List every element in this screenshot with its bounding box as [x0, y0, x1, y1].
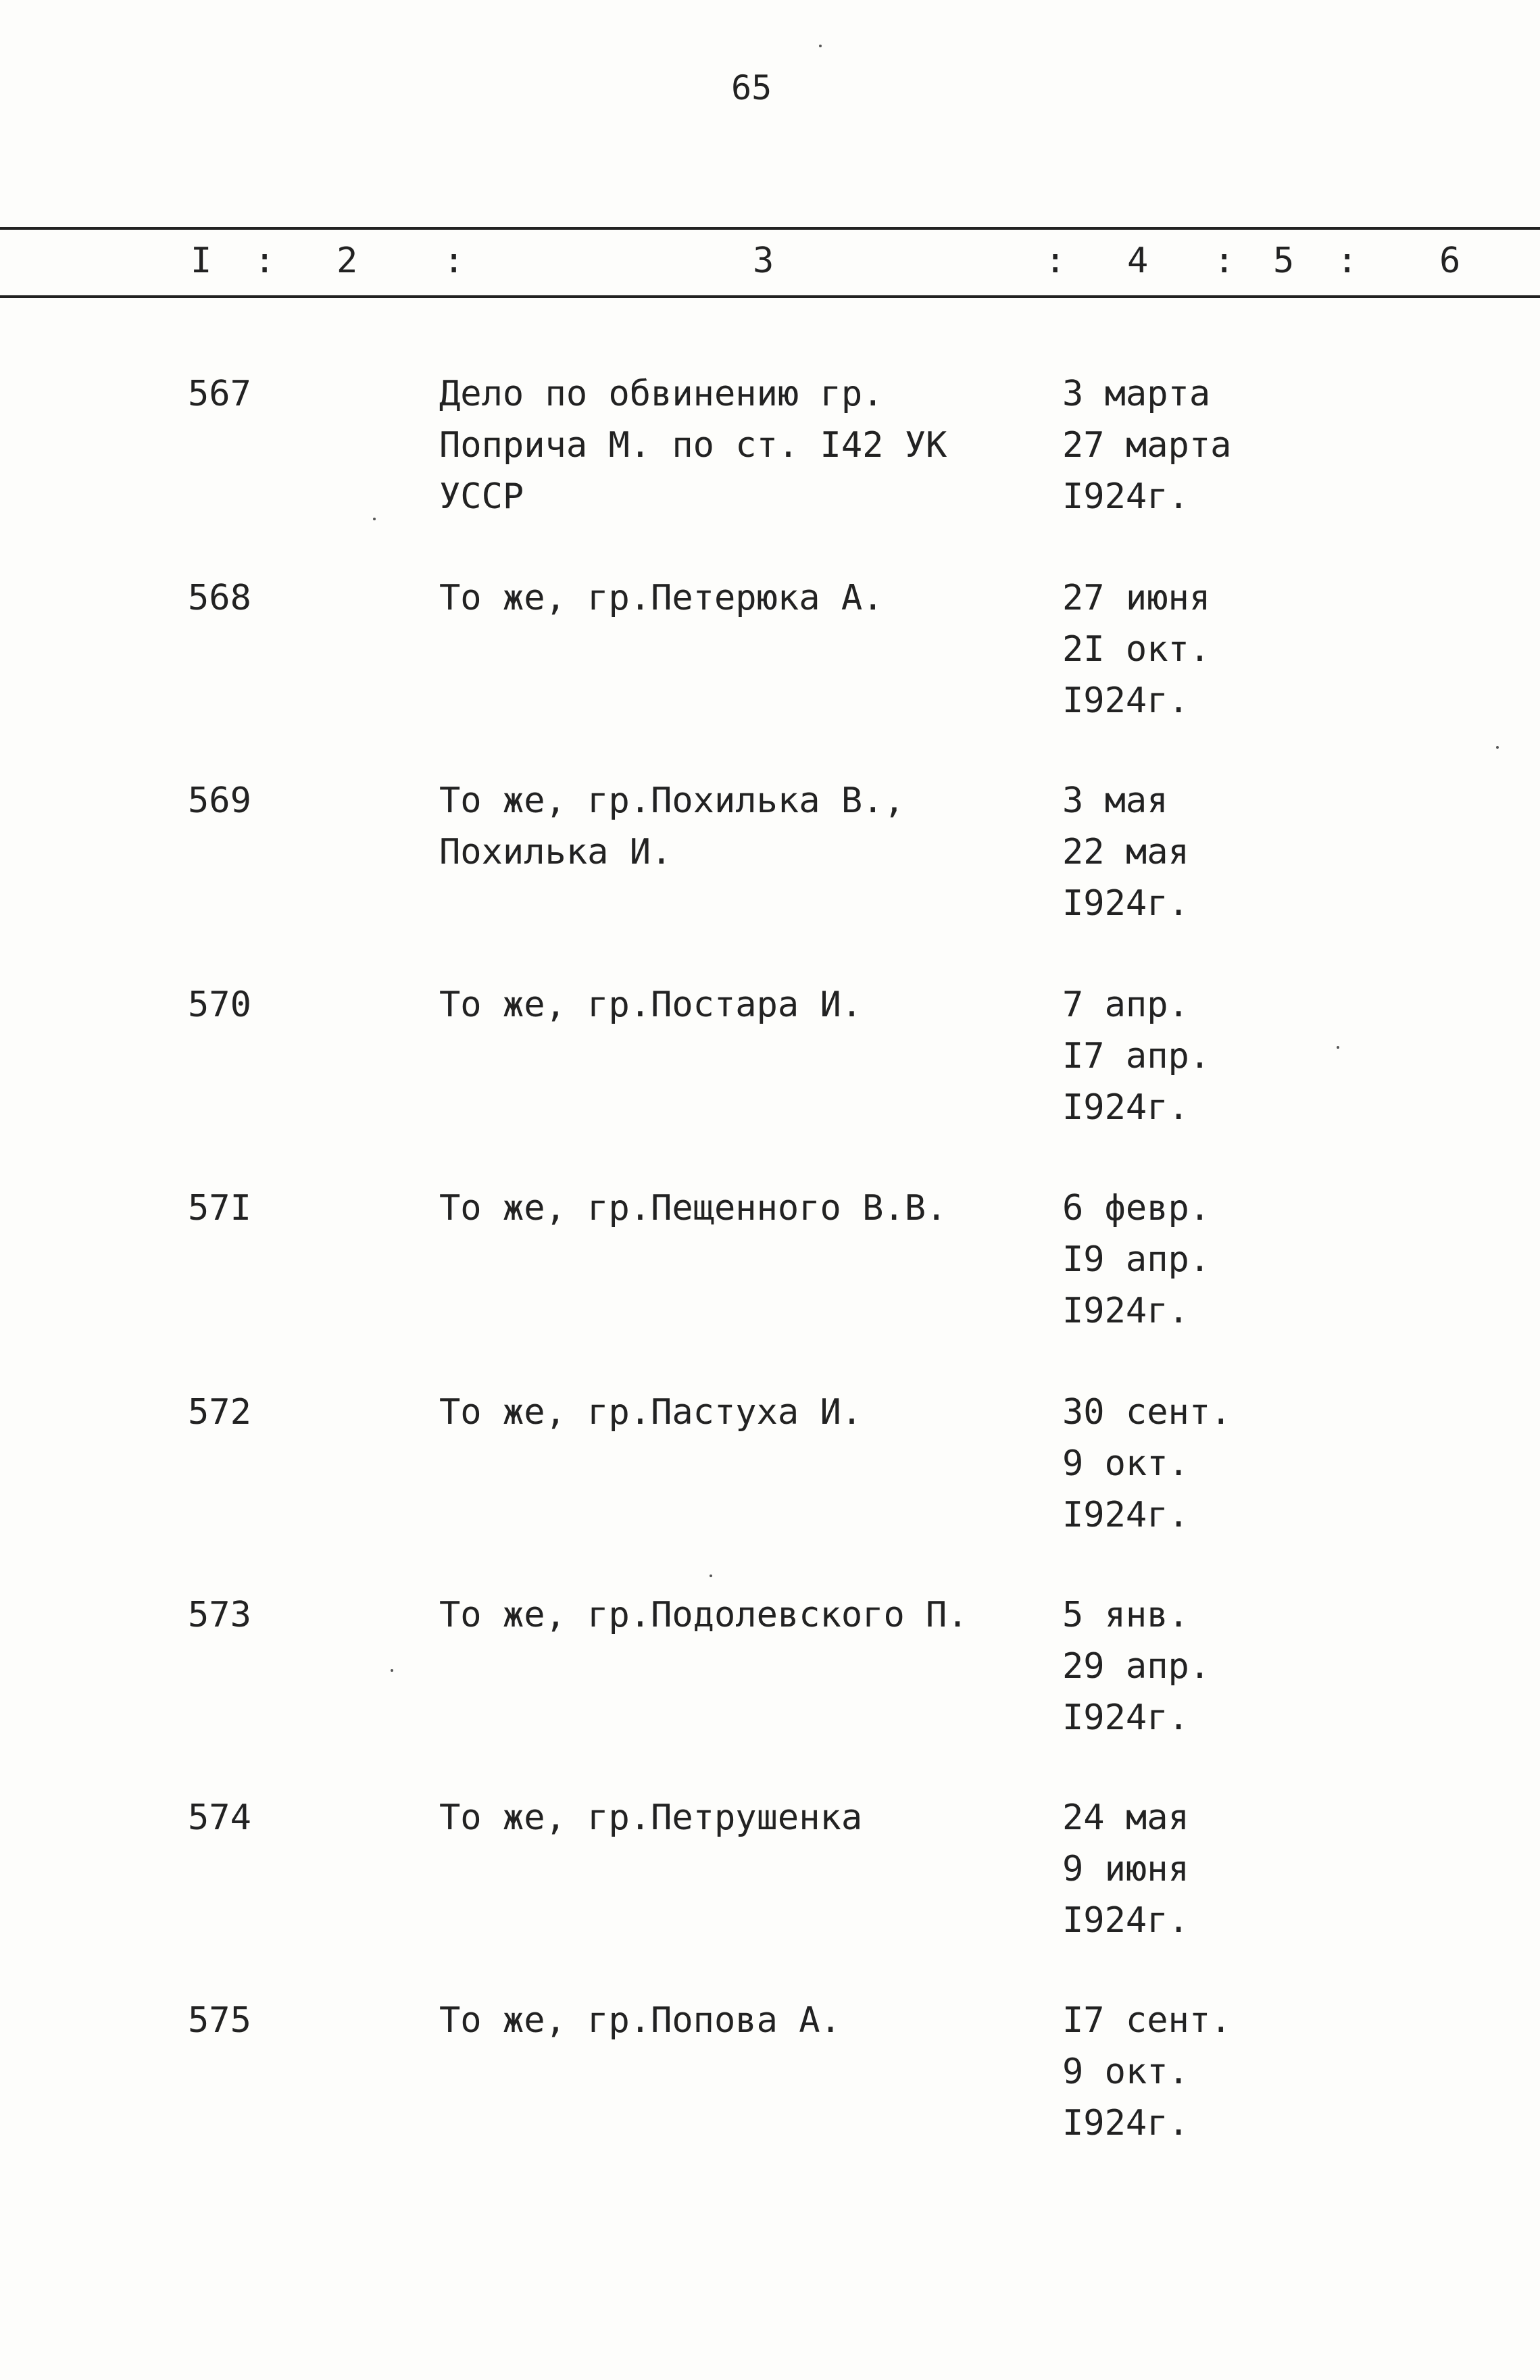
case-dates	[1062, 979, 1333, 1133]
column-header-3: 3	[753, 241, 774, 281]
case-description: То же, гр.Петрушенка	[439, 1798, 863, 1838]
column-header-5: 5	[1273, 241, 1295, 281]
scan-speck	[373, 518, 376, 520]
end-date: 29 апр.	[1062, 1646, 1211, 1687]
case-dates	[1062, 1183, 1333, 1337]
end-date: 27 марта	[1062, 425, 1232, 466]
year: I924г.	[1062, 1291, 1189, 1331]
case-number: 567	[188, 374, 251, 414]
page-number: 65	[731, 68, 772, 107]
year: I924г.	[1062, 476, 1189, 517]
start-date: 5 янв.	[1062, 1595, 1189, 1635]
case-number: 573	[188, 1595, 251, 1635]
column-header-2: 2	[337, 241, 358, 281]
end-date: 9 июня	[1062, 1849, 1189, 1889]
column-header-4: 4	[1127, 241, 1149, 281]
year: I924г.	[1062, 1495, 1189, 1535]
case-description: Дело по обвинению гр. Поприча М. по ст. I42 УК УССР	[439, 374, 947, 517]
table-row	[0, 368, 1540, 524]
column-separator: :	[1214, 241, 1235, 281]
end-date: 22 мая	[1062, 832, 1189, 872]
case-number: 568	[188, 578, 251, 618]
case-dates	[1062, 1792, 1333, 1946]
start-date: I7 сент.	[1062, 2000, 1232, 2041]
column-separator: :	[254, 241, 276, 281]
year: I924г.	[1062, 1697, 1189, 1738]
case-description: То же, гр.Похилька В., Похилька И.	[439, 780, 905, 872]
column-separator: :	[443, 241, 465, 281]
start-date: 3 мая	[1062, 780, 1168, 821]
case-description: То же, гр.Подолевского П.	[439, 1595, 968, 1635]
case-number: 57I	[188, 1188, 251, 1229]
case-dates	[1062, 368, 1333, 522]
case-description: То же, гр.Пещенного В.В.	[439, 1188, 947, 1229]
year: I924г.	[1062, 680, 1189, 721]
case-number: 574	[188, 1798, 251, 1838]
end-date: 9 окт.	[1062, 1443, 1189, 1484]
scan-speck	[1337, 1046, 1339, 1049]
table-row	[0, 1589, 1540, 1745]
scan-speck	[391, 1669, 393, 1672]
scan-speck	[1496, 746, 1499, 749]
header-bottom-rule	[0, 295, 1540, 298]
end-date: I9 апр.	[1062, 1239, 1211, 1280]
year: I924г.	[1062, 1900, 1189, 1941]
table-row	[0, 1183, 1540, 1338]
column-header-1: I	[191, 241, 212, 281]
end-date: I7 апр.	[1062, 1036, 1211, 1076]
table-row	[0, 775, 1540, 931]
table-row	[0, 572, 1540, 728]
case-number: 570	[188, 985, 251, 1025]
case-dates	[1062, 1995, 1333, 2149]
year: I924г.	[1062, 1087, 1189, 1128]
case-description: То же, гр.Пастуха И.	[439, 1392, 863, 1433]
table-row	[0, 1387, 1540, 1542]
case-number: 572	[188, 1392, 251, 1433]
case-dates	[1062, 775, 1333, 929]
case-number: 575	[188, 2000, 251, 2041]
end-date: 2I окт.	[1062, 629, 1211, 670]
year: I924г.	[1062, 2103, 1189, 2143]
case-description: То же, гр.Попова А.	[439, 2000, 841, 2041]
start-date: 24 мая	[1062, 1798, 1189, 1838]
case-number: 569	[188, 780, 251, 821]
table-row	[0, 979, 1540, 1135]
case-dates	[1062, 1387, 1333, 1541]
year: I924г.	[1062, 883, 1189, 924]
end-date: 9 окт.	[1062, 2052, 1189, 2092]
start-date: 6 февр.	[1062, 1188, 1211, 1229]
header-top-rule	[0, 227, 1540, 230]
table-row	[0, 1995, 1540, 2150]
column-separator: :	[1045, 241, 1066, 281]
start-date: 7 апр.	[1062, 985, 1189, 1025]
column-separator: :	[1337, 241, 1358, 281]
column-header-6: 6	[1439, 241, 1461, 281]
table-row	[0, 1792, 1540, 1948]
start-date: 30 сент.	[1062, 1392, 1232, 1433]
case-dates	[1062, 572, 1333, 726]
start-date: 27 июня	[1062, 578, 1211, 618]
case-dates	[1062, 1589, 1333, 1743]
scan-speck	[819, 45, 822, 47]
start-date: 3 марта	[1062, 374, 1211, 414]
case-description: То же, гр.Постара И.	[439, 985, 863, 1025]
scan-speck	[710, 1575, 712, 1577]
case-description: То же, гр.Петерюка А.	[439, 578, 884, 618]
